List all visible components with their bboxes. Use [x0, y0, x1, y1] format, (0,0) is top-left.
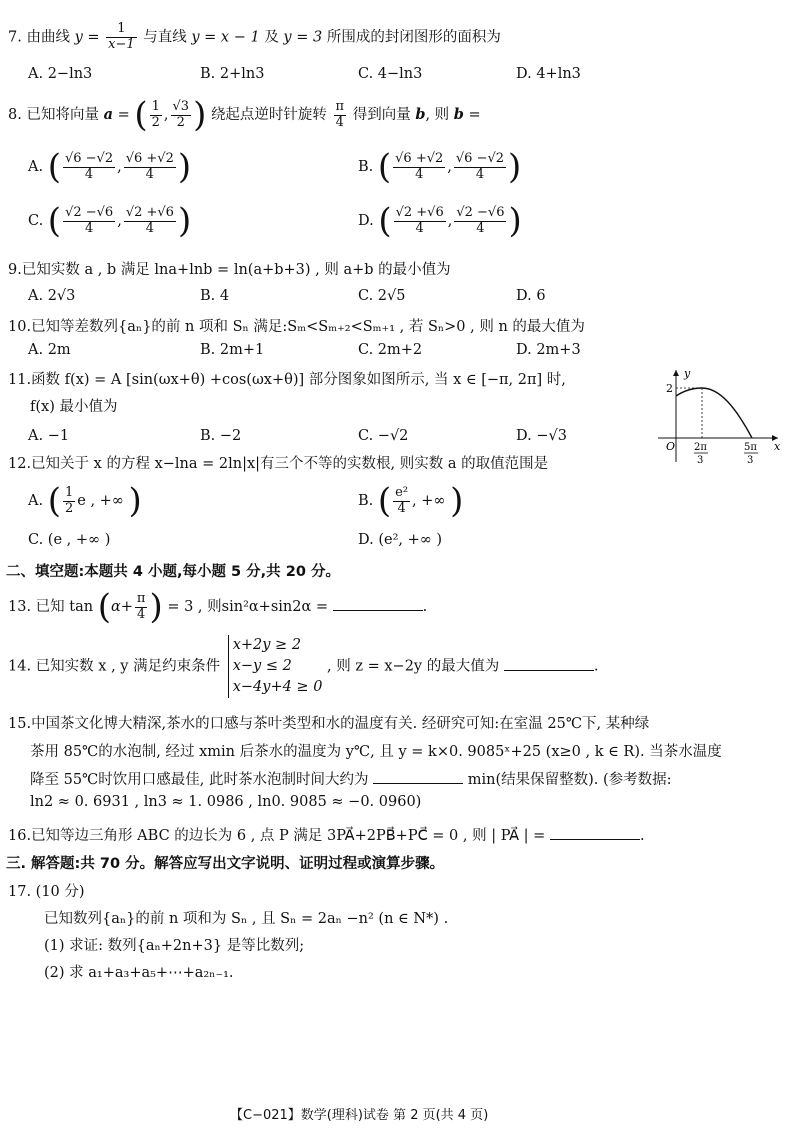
- constraint-system: x+2y ≥ 2 x−y ≤ 2 x−4y+4 ≥ 0: [228, 635, 323, 698]
- x-tick-2pi3-den: 3: [697, 455, 704, 466]
- question-15-line3: 降至 55℃时饮用口感最佳, 此时茶水泡制时间大约为 min(结果保留整数). (参考数据:: [30, 772, 672, 788]
- option-a: A. −1: [28, 428, 70, 444]
- option-b: B. ( $\frac{√6 +√2}{4}$ , $\frac{√6 -√2}{4}$ ): [358, 147, 522, 187]
- y-label: y: [684, 367, 691, 380]
- option-c: C. (e , +∞ ): [28, 532, 111, 548]
- question-11-line2: f(x) 最小值为: [30, 399, 118, 415]
- question-15-line2: 茶用 85℃的水泡制, 经过 xmin 后茶水的温度为 y℃, 且 y = k×0. 9085ˣ+25 (x≥0 , k ∈ R). 当茶水温度: [30, 744, 722, 760]
- option-c: C. −√2: [358, 428, 409, 444]
- y-axis-arrow: [673, 370, 679, 376]
- option-d: D. (e², +∞ ): [358, 532, 443, 548]
- y-tick-label: 2: [666, 382, 673, 395]
- question-17: 17. (10 分): [8, 884, 85, 900]
- x-label: x: [774, 440, 781, 453]
- answer-blank[interactable]: [333, 598, 423, 611]
- x-tick-5pi3-den: 3: [747, 455, 754, 466]
- origin-label: O: [666, 440, 676, 453]
- option-c: C. 2√5: [358, 288, 406, 304]
- option-c: C. ( $\frac{√2 -√6}{4}$ , $\frac{√2 +√6}{4}$ ): [28, 201, 192, 241]
- question-8: 8. 已知将向量 a = ( $\frac{1}{2}$ , $\frac{√3}{2}$ ) 绕起点逆时针旋转 $\frac{\pi}{4}$ 得到向量 b, 则 b =: [8, 95, 481, 135]
- answer-blank[interactable]: [373, 771, 463, 784]
- option-a: A. ( $\frac{√6 -√2}{4}$ , $\frac{√6 +√2}{4}$ ): [28, 147, 192, 187]
- question-17-stem: 已知数列{aₙ}的前 n 项和为 Sₙ , 且 Sₙ = 2aₙ −n² (n ∈ N*) .: [44, 911, 449, 927]
- question-16: 16.已知等边三角形 ABC 的边长为 6 , 点 P 满足 3PA⃗+2PB⃗+PC⃗ = 0 , 则 | PA⃗ | = .: [8, 828, 645, 844]
- section-heading-solutions: 三. 解答题:共 70 分。解答应写出文字说明、证明过程或演算步骤。: [6, 856, 445, 872]
- option-a: A. ( $\frac{1}{2}$ e , +∞ ): [28, 481, 142, 521]
- option-b: B. 2m+1: [200, 342, 265, 358]
- curve: [676, 388, 752, 438]
- option-b: B. 4: [200, 288, 230, 304]
- option-d: D. 2m+3: [516, 342, 581, 358]
- option-a: A. 2m: [28, 342, 71, 358]
- option-c: C. 4−ln3: [358, 66, 423, 82]
- section-heading-fill-in: 二、填空题:本题共 4 小题,每小题 5 分,共 20 分。: [6, 564, 340, 580]
- question-10: 10.已知等差数列{aₙ}的前 n 项和 Sₙ 满足:Sₘ<Sₘ₊₂<Sₘ₊₁ , 若 Sₙ>0 , 则 n 的最大值为: [8, 319, 585, 335]
- page-footer: 【C−021】数学(理科)试卷 第 2 页(共 4 页): [230, 1108, 489, 1123]
- question-17-part2: (2) 求 a₁+a₃+a₅+⋯+a₂ₙ₋₁.: [44, 965, 234, 981]
- option-b: B. 2+ln3: [200, 66, 265, 82]
- question-12: 12.已知关于 x 的方程 x−lna = 2ln|x|有三个不等的实数根, 则实数 a 的取值范围是: [8, 456, 549, 472]
- question-7: 7. 由曲线 y = $\frac{1}{x-1}$ 与直线 y = x − 1 及 y = 3 所围成的封闭图形的面积为: [8, 21, 501, 52]
- option-b: B. −2: [200, 428, 242, 444]
- question-15-line4: ln2 ≈ 0. 6931 , ln3 ≈ 1. 0986 , ln0. 9085 ≈ −0. 0960): [30, 794, 422, 810]
- option-b: B. ( $\frac{\text{e²}}{4}$ , +∞ ): [358, 481, 464, 521]
- fraction: $\frac{1}{x-1}$: [108, 21, 135, 52]
- option-d: D. 6: [516, 288, 546, 304]
- option-d: D. 4+ln3: [516, 66, 581, 82]
- x-tick-5pi3-num: 5π: [744, 442, 757, 453]
- option-c: C. 2m+2: [358, 342, 423, 358]
- x-tick-2pi3-num: 2π: [694, 442, 707, 453]
- question-14: 14. 已知实数 x , y 满足约束条件 x+2y ≥ 2 x−y ≤ 2 x−4y+4 ≥ 0 , 则 z = x−2y 的最大值为 .: [8, 635, 598, 698]
- question-15: 15.中国茶文化博大精深,茶水的口感与茶叶类型和水的温度有关. 经研究可知:在室温 25℃下, 某种绿: [8, 716, 650, 732]
- answer-blank[interactable]: [504, 658, 594, 671]
- question-17-part1: (1) 求证: 数列{aₙ+2n+3} 是等比数列;: [44, 938, 305, 954]
- option-d: D. ( $\frac{√2 +√6}{4}$ , $\frac{√2 -√6}{4}$ ): [358, 201, 522, 241]
- option-a: A. 2√3: [28, 288, 76, 304]
- question-9: 9.已知实数 a , b 满足 lna+lnb = ln(a+b+3) , 则 a+b 的最小值为: [8, 262, 451, 278]
- question-13: 13. 已知 tan (α+ $\frac{\pi}{4}$ ) = 3 , 则sin²α+sin2α = .: [8, 587, 428, 627]
- function-graph: [654, 366, 784, 466]
- question-11: 11.函数 f(x) = A [sin(ωx+θ) +cos(ωx+θ)] 部分图象如图所示, 当 x ∈ [−π, 2π] 时,: [8, 372, 566, 388]
- answer-blank[interactable]: [550, 827, 640, 840]
- option-a: A. 2−ln3: [28, 66, 93, 82]
- option-d: D. −√3: [516, 428, 567, 444]
